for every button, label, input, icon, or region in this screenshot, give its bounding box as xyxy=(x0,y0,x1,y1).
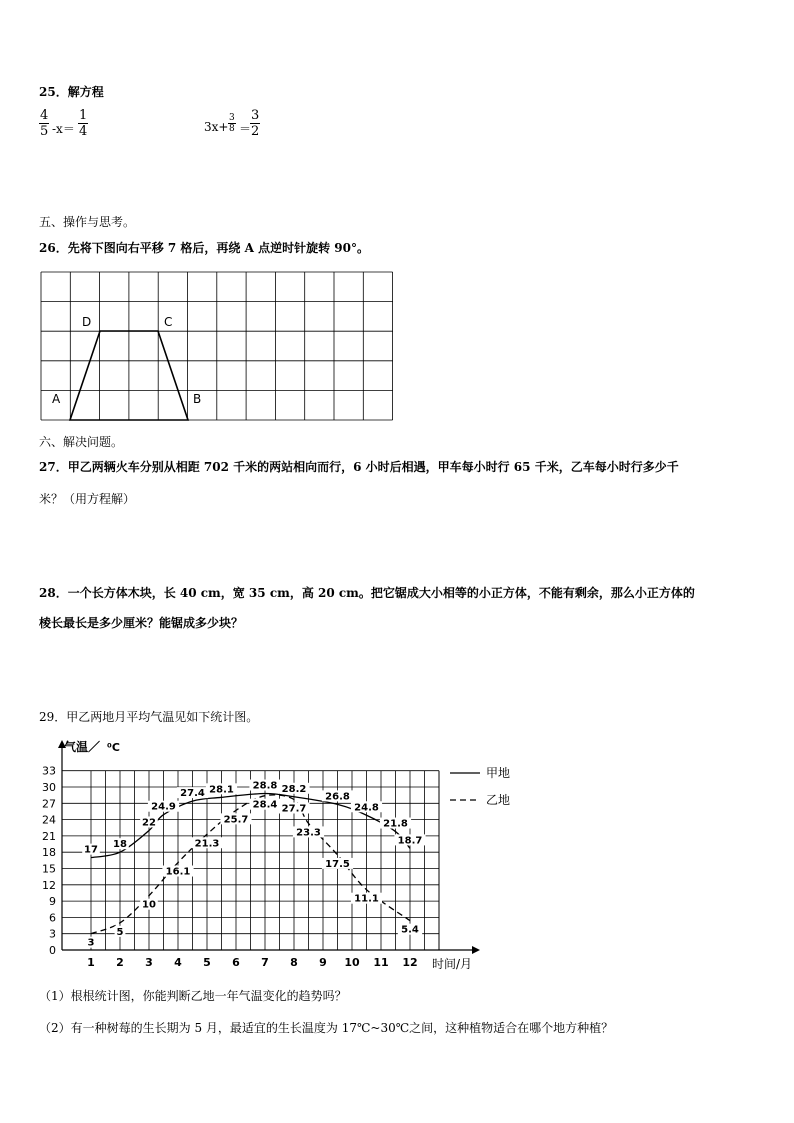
q27-line-1: 27．甲乙两辆火车分别从相距 702 千米的两站相向而行，6 小时后相遇，甲车每小时行 65 千米，乙车每小时行多少千 xyxy=(39,460,679,474)
eq1-fraction-1 xyxy=(39,108,49,139)
legend-series-2: 乙地 xyxy=(486,793,511,807)
legend-series-1: 甲地 xyxy=(486,766,511,780)
x-axis-label: 时间/月 xyxy=(432,957,473,971)
denominator: 8 xyxy=(229,124,235,134)
label-c: C xyxy=(164,315,173,329)
x-axis-arrow xyxy=(472,946,480,954)
data-label: 16.1 xyxy=(165,866,191,878)
data-label: 25.7 xyxy=(223,814,249,826)
y-tick-label: 9 xyxy=(49,895,56,909)
y-tick-label: 24 xyxy=(42,813,56,827)
section-5-heading: 五、操作与思考。 xyxy=(39,215,136,229)
numerator: 3 xyxy=(251,108,260,123)
data-label: 23.3 xyxy=(296,827,321,839)
y-tick-label: 15 xyxy=(42,862,56,876)
x-tick-label: 4 xyxy=(174,956,182,969)
y-axis-label: 气温／ xyxy=(64,740,101,754)
x-tick-label: 12 xyxy=(402,956,418,969)
data-label: 27.7 xyxy=(281,803,307,815)
x-tick-label: 5 xyxy=(203,956,211,969)
q29-sub-1: （1）根根统计图，你能判断乙地一年气温变化的趋势吗？ xyxy=(39,989,347,1003)
q27-line-2: 米？（用方程解） xyxy=(39,492,136,506)
label-a: A xyxy=(52,392,61,406)
data-label: 10 xyxy=(142,899,156,911)
numerator: 3 xyxy=(229,113,235,123)
temperature-chart xyxy=(36,732,526,977)
data-label: 22 xyxy=(142,817,156,829)
y-tick-label: 12 xyxy=(42,878,56,892)
y-tick-label: 21 xyxy=(42,829,56,843)
numerator: 4 xyxy=(40,108,49,123)
q26-grid-figure xyxy=(38,270,394,424)
data-label: 27.4 xyxy=(180,788,205,800)
label-d: D xyxy=(82,315,92,329)
data-label: 5.4 xyxy=(401,924,419,936)
data-label: 28.8 xyxy=(252,780,278,792)
q26-text: 26．先将下图向右平移 7 格后，再绕 A 点逆时针旋转 90°。 xyxy=(39,241,369,255)
denominator: 4 xyxy=(79,124,88,139)
y-tick-label: 33 xyxy=(42,764,56,778)
data-label: 5 xyxy=(116,926,124,938)
x-tick-label: 6 xyxy=(232,956,240,969)
eq2-prefix: 3x+ xyxy=(204,120,229,134)
q28-line-2: 棱长最长是多少厘米？能锯成多少块？ xyxy=(39,616,244,630)
numerator: 1 xyxy=(79,108,88,123)
chart-grid xyxy=(62,771,439,950)
eq1-fraction-2 xyxy=(78,108,88,139)
data-label: 24.8 xyxy=(354,802,379,814)
x-tick-label: 7 xyxy=(261,956,269,969)
data-label: 28.2 xyxy=(281,783,307,795)
eq2-fraction-1 xyxy=(228,113,236,134)
y-tick-label: 3 xyxy=(49,927,56,941)
eq2-operator: ＝ xyxy=(239,122,252,136)
section-6-heading: 六、解决问题。 xyxy=(39,435,124,449)
data-label: 18.7 xyxy=(397,835,423,847)
y-tick-label: 18 xyxy=(42,846,56,860)
data-label: 21.8 xyxy=(383,818,408,830)
data-label: 11.1 xyxy=(354,893,379,905)
data-label: 28.1 xyxy=(209,784,234,796)
q25-label: 25．解方程 xyxy=(39,85,104,99)
chart-labels xyxy=(82,780,425,949)
y-tick-label: 27 xyxy=(42,797,56,811)
x-tick-label: 8 xyxy=(290,956,298,969)
x-tick-label: 2 xyxy=(116,956,124,969)
data-label: 28.4 xyxy=(252,799,278,811)
data-label: 17.5 xyxy=(325,858,350,870)
y-tick-label: 6 xyxy=(49,911,56,925)
x-tick-label: 9 xyxy=(319,956,327,969)
q29-text: 29．甲乙两地月平均气温见如下统计图。 xyxy=(39,710,259,724)
denominator: 5 xyxy=(40,124,49,139)
q28-line-1: 28．一个长方体木块，长 40 cm，宽 35 cm，高 20 cm。把它锯成大小相等的小正方体，不能有剩余，那么小正方体的 xyxy=(39,586,695,600)
y-tick-label: 0 xyxy=(49,944,56,957)
data-label: 26.8 xyxy=(325,791,350,803)
label-b: B xyxy=(193,392,202,406)
x-tick-label: 3 xyxy=(145,956,153,969)
q29-sub-2: （2）有一种树莓的生长期为 5 月，最适宜的生长温度为 17℃~30℃之间，这种植物适合在哪个地方种植？ xyxy=(39,1021,614,1035)
x-tick-label: 1 xyxy=(87,956,95,969)
data-label: 17 xyxy=(84,844,98,856)
eq2-fraction-2 xyxy=(250,108,260,139)
x-tick-label: 10 xyxy=(344,956,360,969)
eq1-operator: -x＝ xyxy=(52,122,75,136)
y-axis-unit: ⁰C xyxy=(107,741,120,754)
data-label: 21.3 xyxy=(194,838,220,850)
denominator: 2 xyxy=(251,124,260,139)
grid xyxy=(41,272,393,420)
x-tick-label: 11 xyxy=(373,956,389,969)
data-label: 3 xyxy=(87,937,95,949)
data-label: 18 xyxy=(113,839,127,851)
data-label: 24.9 xyxy=(151,801,176,813)
y-tick-label: 30 xyxy=(42,781,56,794)
